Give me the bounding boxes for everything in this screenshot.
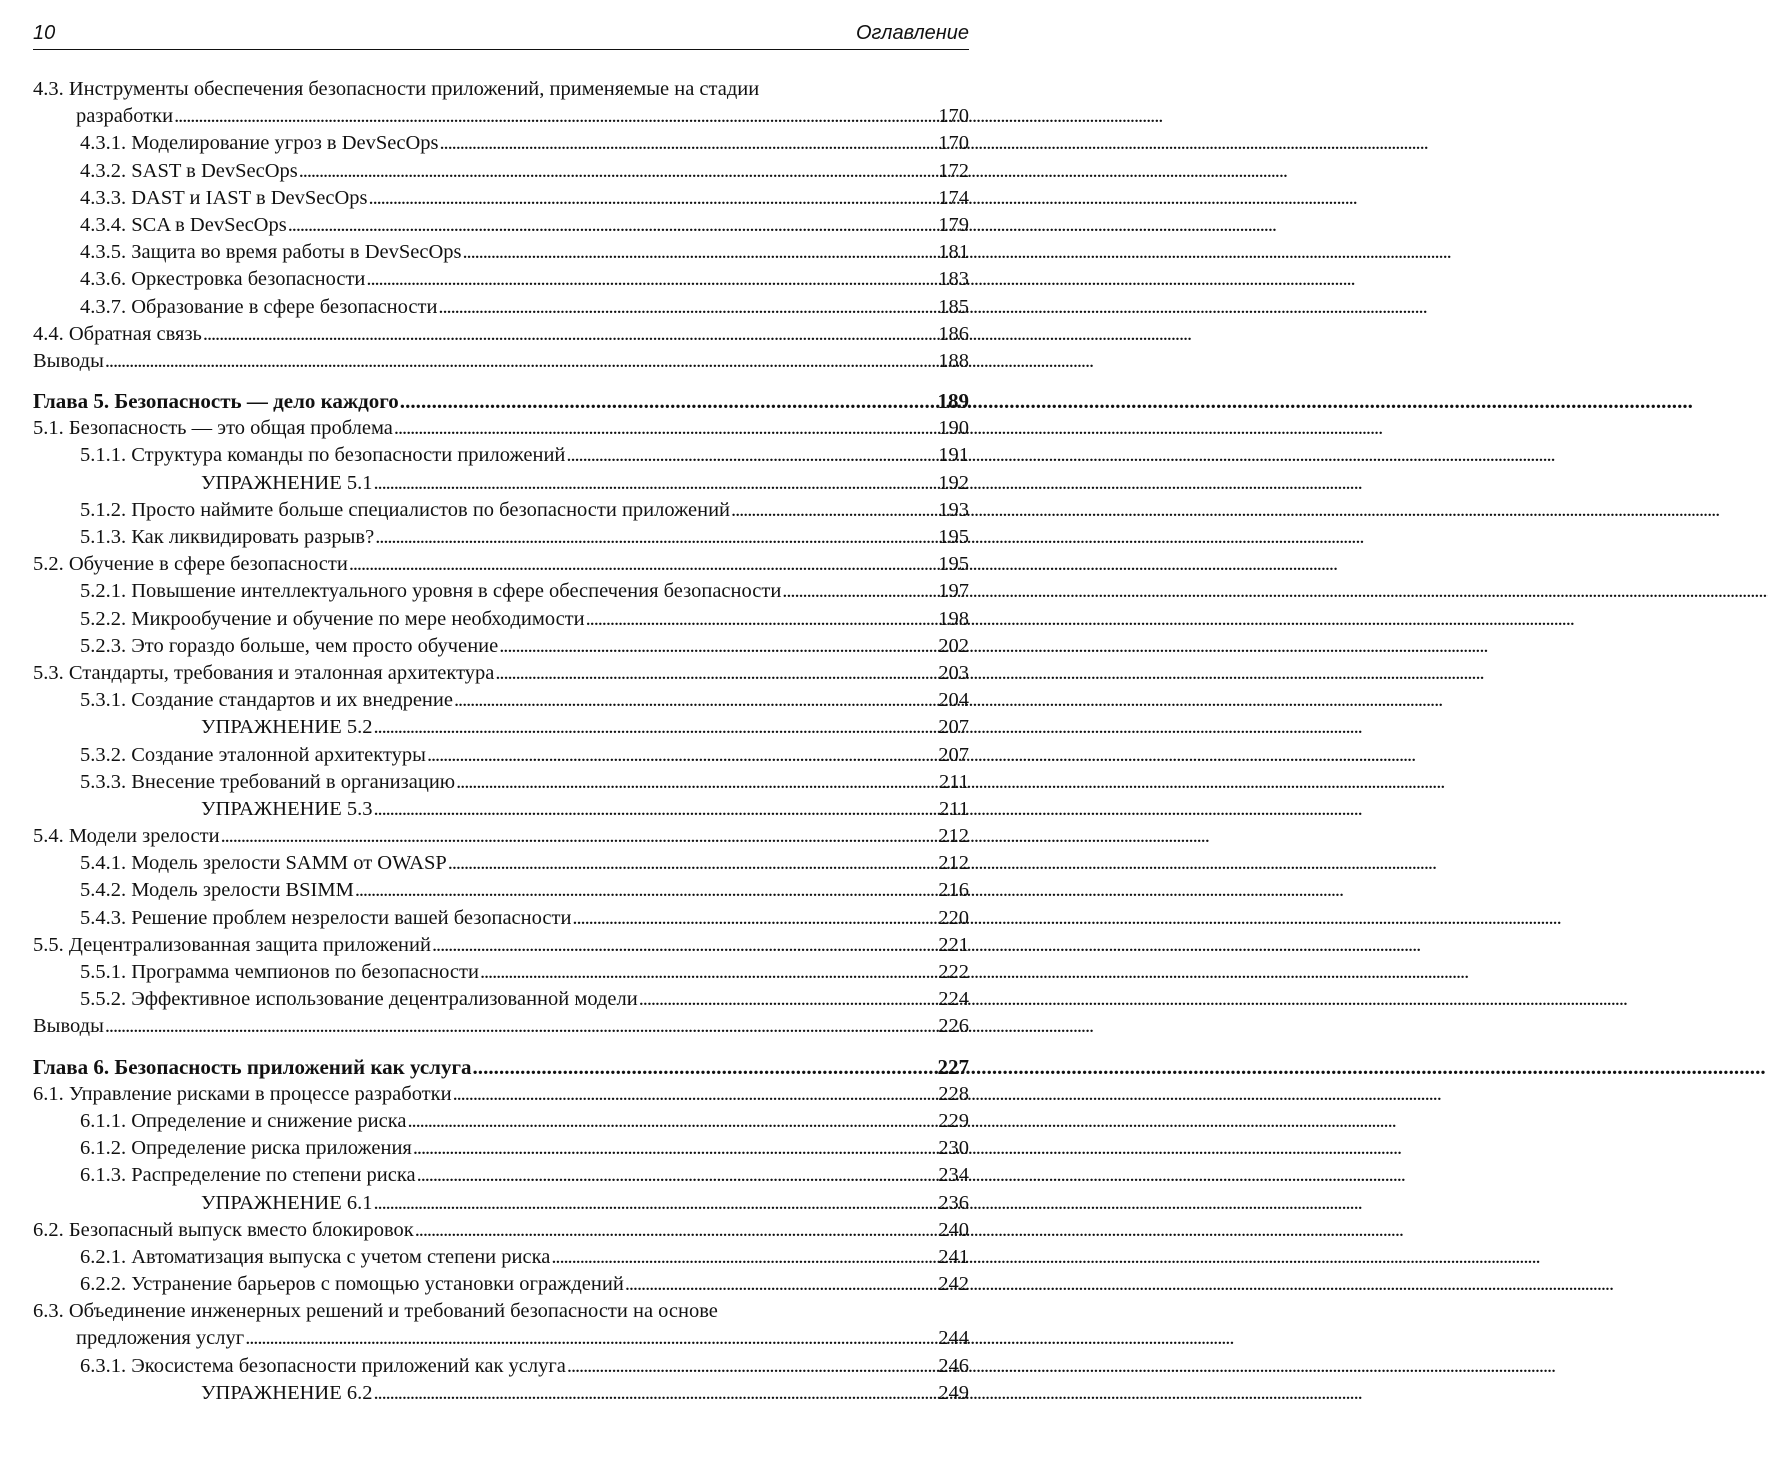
toc-chapter-title: Глава 5. Безопасность — дело каждого bbox=[33, 389, 399, 414]
toc-entry-6-2-2 bbox=[33, 1271, 969, 1298]
leader-dots bbox=[220, 823, 939, 850]
toc-entry-5-4-2 bbox=[33, 877, 969, 904]
toc-entry-6-1-2 bbox=[33, 1135, 969, 1162]
toc-exercise-6-1 bbox=[33, 1190, 969, 1217]
toc-page-number: 202 bbox=[938, 634, 969, 657]
toc-entry-title: 4.3.2. SAST в DevSecOps bbox=[80, 159, 298, 182]
leader-dots bbox=[550, 1244, 938, 1271]
toc-page-number: 211 bbox=[939, 770, 969, 793]
leader-dots bbox=[730, 497, 938, 524]
leader-dots bbox=[455, 769, 939, 796]
toc-entry-6-3-cont bbox=[33, 1325, 969, 1352]
toc-entry-title: 5.4.2. Модель зрелости BSIMM bbox=[80, 879, 354, 902]
leader-dots bbox=[638, 986, 939, 1013]
toc-entry-5-3-3 bbox=[33, 769, 969, 796]
toc-entry-4-3-1 bbox=[33, 130, 969, 157]
leader-dots bbox=[437, 294, 938, 321]
toc-page-number: 212 bbox=[938, 825, 969, 848]
toc-page-number: 185 bbox=[938, 295, 969, 318]
leader-dots bbox=[426, 742, 938, 769]
toc-entry-title: 6.1.3. Распределение по степени риска bbox=[80, 1164, 416, 1187]
leader-dots bbox=[453, 687, 938, 714]
toc-entry-title: УПРАЖНЕНИЕ 5.2 bbox=[201, 716, 373, 739]
leader-dots bbox=[585, 606, 939, 633]
toc-exercise-5-2 bbox=[33, 714, 969, 741]
toc-page-number: 216 bbox=[938, 879, 969, 902]
toc-page-number: 172 bbox=[938, 159, 969, 182]
leader-dots bbox=[566, 1353, 938, 1380]
leader-dots bbox=[372, 1190, 938, 1217]
toc-entry-title: 4.4. Обратная связь bbox=[33, 322, 202, 345]
toc-page-number: 241 bbox=[938, 1245, 969, 1268]
toc-entry-5-2-3 bbox=[33, 633, 969, 660]
toc-entry-title: 5.2. Обучение в сфере безопасности bbox=[33, 553, 348, 576]
toc-entry-6-2-1 bbox=[33, 1244, 969, 1271]
toc-entry-5-1-1 bbox=[33, 442, 969, 469]
toc-entry-title: 4.3.6. Оркестровка безопасности bbox=[80, 268, 366, 291]
toc-entry-title: 4.3.1. Моделирование угроз в DevSecOps bbox=[80, 132, 439, 155]
toc-entry-title: 6.2.1. Автоматизация выпуска с учетом степени риска bbox=[80, 1245, 551, 1268]
toc-entry-6-1 bbox=[33, 1081, 969, 1108]
toc-page-number: 230 bbox=[938, 1137, 969, 1160]
toc-entry-title: 6.1. Управление рисками в процессе разработки bbox=[33, 1082, 452, 1105]
toc-page-number: 212 bbox=[938, 852, 969, 875]
leader-dots bbox=[452, 1081, 939, 1108]
toc-page-number: 195 bbox=[938, 526, 969, 548]
page-header bbox=[33, 22, 969, 48]
toc-entry-title: предложения услуг bbox=[76, 1327, 245, 1350]
toc-entry-4-3-3 bbox=[33, 185, 969, 212]
toc-entry-title: 5.4. Модели зрелости bbox=[33, 825, 220, 848]
toc-entry-5-5-2 bbox=[33, 986, 969, 1013]
leader-dots bbox=[781, 578, 938, 605]
toc-page-number: 211 bbox=[939, 797, 969, 820]
toc-entry-5-1-3 bbox=[33, 524, 969, 551]
toc-entry-title: 6.1.2. Определение риска приложения bbox=[80, 1137, 412, 1160]
toc-page-number: 192 bbox=[938, 471, 969, 494]
toc-page-number: 249 bbox=[938, 1381, 969, 1404]
leader-dots bbox=[407, 1108, 939, 1135]
toc-page-number: 183 bbox=[938, 268, 969, 291]
toc-entry-5-2 bbox=[33, 551, 969, 578]
toc-page-number: 179 bbox=[938, 213, 969, 236]
leader-dots bbox=[471, 1054, 937, 1081]
toc-entry-4-3-5 bbox=[33, 239, 969, 266]
toc-page-number: 191 bbox=[938, 444, 969, 467]
toc-entry-title: разработки bbox=[76, 105, 174, 128]
toc-page-number: 170 bbox=[938, 105, 969, 128]
toc-entry-4-3-6 bbox=[33, 266, 969, 293]
toc-page-number: 207 bbox=[938, 716, 969, 739]
toc-entry-title: 6.3. Объединение инженерных решений и требований безопасности на основе bbox=[33, 1300, 718, 1323]
toc-page-number: 189 bbox=[937, 389, 969, 414]
toc-page-number: 240 bbox=[938, 1218, 969, 1241]
toc-entry-title: УПРАЖНЕНИЕ 5.1 bbox=[201, 471, 373, 494]
page-number: 10 bbox=[33, 22, 56, 44]
leader-dots bbox=[412, 1135, 938, 1162]
toc-entry-title: УПРАЖНЕНИЕ 6.2 bbox=[201, 1381, 373, 1404]
toc-entry-title: 5.1.2. Просто наймите больше специалистов по безопасности приложений bbox=[80, 498, 731, 521]
toc-entry-title: 5.3. Стандарты, требования и эталонная архитектура bbox=[33, 661, 495, 684]
toc-entry-4-3-4 bbox=[33, 212, 969, 239]
leader-dots bbox=[368, 185, 939, 212]
toc-entry-5-5 bbox=[33, 932, 969, 959]
toc-entry-5-2-1 bbox=[33, 578, 969, 605]
leader-dots bbox=[104, 348, 938, 375]
toc-entry-title: УПРАЖНЕНИЕ 6.1 bbox=[201, 1191, 373, 1214]
toc-entry-5-3 bbox=[33, 660, 969, 687]
leader-dots bbox=[365, 266, 938, 293]
toc-entry-5-1 bbox=[33, 415, 969, 442]
toc-page-number: 234 bbox=[938, 1164, 969, 1187]
leader-dots bbox=[431, 932, 938, 959]
toc-entry-title: 5.5.2. Эффективное использование децентрализованной модели bbox=[80, 988, 638, 1011]
toc-page-number: 203 bbox=[938, 661, 969, 684]
leader-dots bbox=[372, 714, 938, 741]
toc-page-number: 204 bbox=[938, 689, 969, 712]
leader-dots bbox=[374, 524, 938, 551]
toc-entry-5-4 bbox=[33, 823, 969, 850]
toc-page-number: 197 bbox=[938, 580, 969, 603]
toc-entry-title: 4.3.7. Образование в сфере безопасности bbox=[80, 295, 438, 318]
toc-page-number: 246 bbox=[938, 1354, 969, 1377]
toc-entry-title: 5.3.3. Внесение требований в организацию bbox=[80, 770, 456, 793]
toc-chapter-6 bbox=[33, 1054, 969, 1081]
toc-entry-title: Выводы bbox=[33, 1015, 104, 1038]
toc-page-number: 244 bbox=[938, 1327, 969, 1350]
leader-dots bbox=[104, 1013, 938, 1040]
leader-dots bbox=[372, 470, 938, 497]
toc-entry-4-4 bbox=[33, 321, 969, 348]
toc-page-number: 174 bbox=[938, 186, 969, 209]
toc-exercise-5-1 bbox=[33, 470, 969, 497]
toc-entry-4-3-7 bbox=[33, 294, 969, 321]
toc-entry-title: 5.5.1. Программа чемпионов по безопасности bbox=[80, 961, 479, 983]
leader-dots bbox=[354, 877, 938, 904]
leader-dots bbox=[461, 239, 938, 266]
leader-dots bbox=[372, 1380, 938, 1407]
toc-entry-title: 5.3.2. Создание эталонной архитектуры bbox=[80, 743, 426, 766]
toc-entry-5-3-1 bbox=[33, 687, 969, 714]
toc-entry-6-1-3 bbox=[33, 1162, 969, 1189]
leader-dots bbox=[399, 388, 938, 415]
toc-chapter-title: Глава 6. Безопасность приложений как услуга bbox=[33, 1054, 472, 1079]
toc-entry-title: 4.3.4. SCA в DevSecOps bbox=[80, 213, 287, 236]
toc-page-number: 222 bbox=[938, 961, 969, 983]
toc-page-number: 188 bbox=[938, 349, 969, 372]
toc-page-number: 170 bbox=[938, 132, 969, 155]
toc-page-number: 186 bbox=[938, 322, 969, 345]
toc-entry-title: 4.3.5. Защита во время работы в DevSecOps bbox=[80, 241, 462, 264]
toc-entry-title: Выводы bbox=[33, 349, 104, 372]
leader-dots bbox=[565, 442, 938, 469]
table-of-contents bbox=[33, 76, 969, 1407]
toc-page-number: 221 bbox=[938, 933, 969, 956]
toc-entry-title: 6.2.2. Устранение барьеров с помощью установки ограждений bbox=[80, 1273, 624, 1296]
toc-page-number: 236 bbox=[938, 1191, 969, 1214]
toc-page-number: 229 bbox=[938, 1109, 969, 1132]
toc-entry-6-3 bbox=[33, 1298, 969, 1325]
toc-entry-title: 6.1.1. Определение и снижение риска bbox=[80, 1109, 407, 1132]
leader-dots bbox=[298, 158, 939, 185]
toc-entry-title: 5.2.1. Повышение интеллектуального уровня в сфере обеспечения безопасности bbox=[80, 580, 782, 603]
toc-entry-title: 4.3.3. DAST и IAST в DevSecOps bbox=[80, 186, 368, 209]
header-rule bbox=[33, 49, 969, 50]
toc-entry-5-5-1 bbox=[33, 959, 969, 986]
toc-entry-title: 5.1.1. Структура команды по безопасности приложений bbox=[80, 444, 566, 467]
leader-dots bbox=[202, 321, 938, 348]
toc-exercise-6-2 bbox=[33, 1380, 969, 1407]
toc-entry-title: 5.5. Децентрализованная защита приложений bbox=[33, 933, 431, 956]
toc-page-number: 190 bbox=[938, 417, 969, 440]
leader-dots bbox=[624, 1271, 938, 1298]
toc-entry-conclusions-4 bbox=[33, 348, 969, 375]
leader-dots bbox=[244, 1325, 938, 1352]
toc-entry-6-2 bbox=[33, 1217, 969, 1244]
leader-dots bbox=[393, 415, 938, 442]
toc-entry-title: 5.1.3. Как ликвидировать разрыв? bbox=[80, 526, 375, 548]
toc-page-number: 220 bbox=[938, 906, 969, 929]
toc-entry-title: УПРАЖНЕНИЕ 5.3 bbox=[201, 797, 373, 820]
leader-dots bbox=[287, 212, 939, 239]
toc-entry-conclusions-5 bbox=[33, 1013, 969, 1040]
running-title: Оглавление bbox=[855, 22, 969, 44]
toc-page-number: 224 bbox=[938, 988, 969, 1011]
toc-chapter-5 bbox=[33, 388, 969, 415]
toc-entry-title: 5.4.3. Решение проблем незрелости вашей безопасности bbox=[80, 906, 572, 929]
leader-dots bbox=[479, 959, 938, 986]
toc-page-number: 181 bbox=[938, 241, 969, 264]
toc-entry-title: 6.2. Безопасный выпуск вместо блокировок bbox=[33, 1218, 414, 1241]
toc-entry-5-1-2 bbox=[33, 497, 969, 524]
leader-dots bbox=[494, 660, 938, 687]
toc-entry-title: 5.1. Безопасность — это общая проблема bbox=[33, 417, 393, 440]
toc-page-number: 228 bbox=[938, 1082, 969, 1105]
toc-page-number: 193 bbox=[938, 498, 969, 521]
toc-page-number: 242 bbox=[938, 1273, 969, 1296]
leader-dots bbox=[173, 103, 938, 130]
toc-page-number: 198 bbox=[938, 607, 969, 630]
toc-page-number: 227 bbox=[937, 1054, 969, 1079]
toc-entry-6-1-1 bbox=[33, 1108, 969, 1135]
toc-entry-title: 5.2.2. Микрообучение и обучение по мере необходимости bbox=[80, 607, 585, 630]
toc-entry-title: 6.3.1. Экосистема безопасности приложений как услуга bbox=[80, 1354, 566, 1377]
toc-entry-title: 4.3. Инструменты обеспечения безопасности приложений, применяемые на стадии bbox=[33, 78, 760, 100]
leader-dots bbox=[439, 130, 939, 157]
toc-entry-5-2-2 bbox=[33, 606, 969, 633]
toc-entry-4-3 bbox=[33, 76, 969, 103]
toc-entry-6-3-1 bbox=[33, 1353, 969, 1380]
leader-dots bbox=[447, 850, 938, 877]
toc-exercise-5-3 bbox=[33, 796, 969, 823]
leader-dots bbox=[348, 551, 938, 578]
leader-dots bbox=[416, 1162, 939, 1189]
toc-entry-5-4-3 bbox=[33, 905, 969, 932]
toc-entry-5-3-2 bbox=[33, 742, 969, 769]
toc-entry-4-3-2 bbox=[33, 158, 969, 185]
toc-entry-4-3-cont bbox=[33, 103, 969, 130]
leader-dots bbox=[372, 796, 939, 823]
toc-entry-5-4-1 bbox=[33, 850, 969, 877]
leader-dots bbox=[498, 633, 938, 660]
leader-dots bbox=[571, 905, 938, 932]
toc-entry-title: 5.3.1. Создание стандартов и их внедрение bbox=[80, 689, 453, 712]
toc-entry-title: 5.2.3. Это гораздо больше, чем просто обучение bbox=[80, 634, 499, 657]
leader-dots bbox=[414, 1217, 939, 1244]
toc-entry-title: 5.4.1. Модель зрелости SAMM от OWASP bbox=[80, 852, 447, 875]
toc-page-number: 195 bbox=[938, 553, 969, 576]
toc-page-number: 207 bbox=[938, 743, 969, 766]
toc-page-number: 226 bbox=[938, 1015, 969, 1038]
